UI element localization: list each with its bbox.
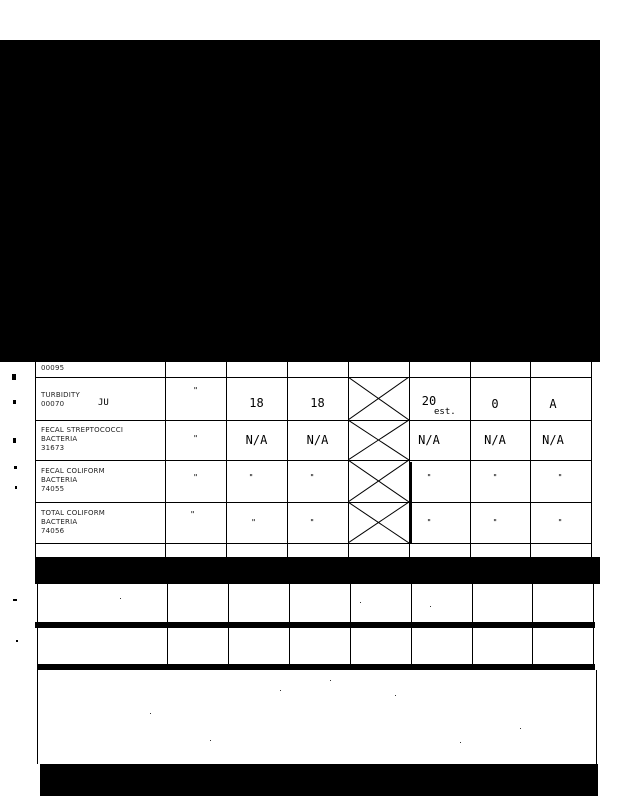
empty-row-1-border-left	[37, 584, 38, 622]
empty-row-2-border-right	[593, 628, 594, 664]
empty-row-2-col-4	[350, 628, 351, 664]
fecal-strep-val-2: N/A	[245, 433, 268, 447]
turbidity-val-3: 18	[310, 396, 325, 410]
scan-speck	[120, 598, 121, 599]
margin-mark-2	[13, 400, 16, 404]
empty-row-1-col-3	[289, 584, 290, 622]
empty-row-2-col-3	[289, 628, 290, 664]
scan-speck	[395, 695, 396, 696]
margin-mark-4	[14, 466, 17, 469]
fecal-coliform-val-3: "	[309, 473, 315, 482]
turbidity-val-6: 0	[491, 397, 499, 411]
fecal-coliform-val-6: "	[492, 473, 498, 482]
row-line-4	[35, 502, 591, 503]
redaction-line-1	[35, 622, 595, 628]
empty-row-2-col-2	[228, 628, 229, 664]
margin-mark-6	[13, 599, 17, 601]
scan-speck	[330, 680, 331, 681]
turbidity-est-note: est.	[434, 407, 456, 417]
redaction-band-middle	[35, 557, 600, 584]
empty-row-2-col-1	[167, 628, 168, 664]
row-line-1	[35, 377, 591, 378]
scan-speck	[150, 713, 151, 714]
redaction-block-bottom	[40, 764, 598, 796]
turbidity-val-5: 20	[421, 394, 437, 408]
cross-mark-fecal-strep	[348, 420, 409, 460]
total-coliform-label-2: BACTERIA	[41, 518, 78, 526]
fecal-coliform-val-5: "	[426, 473, 432, 482]
fecal-coliform-val-7: "	[557, 473, 563, 482]
fecal-coliform-label-2: BACTERIA	[41, 476, 78, 484]
redaction-block-top	[0, 40, 600, 362]
scan-speck	[360, 602, 361, 603]
total-coliform-val-7: "	[557, 518, 563, 527]
empty-row-1-col-5	[411, 584, 412, 622]
turbidity-val-7: A	[549, 397, 557, 411]
row-line-3	[35, 460, 591, 461]
table-border-right	[591, 362, 592, 557]
partial-row-code: 00095	[41, 364, 65, 372]
empty-row-2-col-7	[532, 628, 533, 664]
scan-speck	[430, 606, 431, 607]
empty-row-1-border-right	[593, 584, 594, 622]
total-coliform-val-6: "	[492, 518, 498, 527]
fecal-strep-val-7: N/A	[542, 433, 564, 447]
empty-row-2-border-left	[37, 628, 38, 664]
total-coliform-val-2: "	[251, 518, 256, 527]
fecal-coliform-val-1: "	[193, 473, 198, 482]
margin-mark-3	[13, 438, 16, 443]
remarks-border-right	[596, 670, 597, 764]
total-coliform-code: 74056	[41, 527, 65, 535]
empty-row-1-col-1	[167, 584, 168, 622]
empty-row-1-col-7	[532, 584, 533, 622]
empty-row-2-col-5	[411, 628, 412, 664]
turbidity-label: TURBIDITY	[41, 391, 80, 399]
row-line-5	[35, 543, 591, 544]
remarks-border-left	[37, 670, 38, 764]
fecal-coliform-code: 74055	[41, 485, 65, 493]
empty-row-1-col-2	[228, 584, 229, 622]
row-line-2	[35, 420, 591, 421]
fecal-strep-val-5: N/A	[418, 433, 440, 447]
scan-speck	[280, 690, 281, 691]
margin-mark-7	[16, 640, 18, 642]
empty-row-1-col-4	[350, 584, 351, 622]
fecal-strep-val-3: N/A	[306, 433, 329, 447]
scan-speck	[460, 742, 461, 743]
fecal-strep-val-6: N/A	[484, 433, 506, 447]
turbidity-code: 00070	[41, 400, 65, 408]
total-coliform-val-5: "	[426, 518, 432, 527]
fecal-strep-code: 31673	[41, 444, 65, 452]
turbidity-val-2: 18	[249, 396, 264, 410]
cross-mark-fecal-coliform	[348, 460, 409, 502]
total-coliform-label-1: TOTAL COLIFORM	[41, 509, 106, 517]
scan-speck	[210, 740, 211, 741]
turbidity-val-1: "	[193, 386, 198, 395]
fecal-strep-val-1: "	[193, 434, 198, 443]
cross-mark-total-coliform	[348, 502, 409, 543]
fecal-coliform-val-2: "	[248, 473, 254, 482]
total-coliform-val-3: "	[309, 518, 315, 527]
margin-mark-5	[15, 486, 17, 489]
total-coliform-val-1: "	[190, 510, 195, 519]
empty-row-2-col-6	[472, 628, 473, 664]
scan-speck	[520, 728, 521, 729]
turbidity-handnote: JU	[98, 398, 109, 408]
cross-mark-turbidity	[348, 377, 409, 420]
margin-mark-1	[12, 374, 16, 380]
fecal-coliform-label-1: FECAL COLIFORM	[41, 467, 105, 475]
empty-row-1-col-6	[472, 584, 473, 622]
fecal-strep-label-2: BACTERIA	[41, 435, 78, 443]
redaction-line-2	[37, 664, 595, 670]
fecal-strep-label-1: FECAL STREPTOCOCCI	[41, 426, 124, 434]
